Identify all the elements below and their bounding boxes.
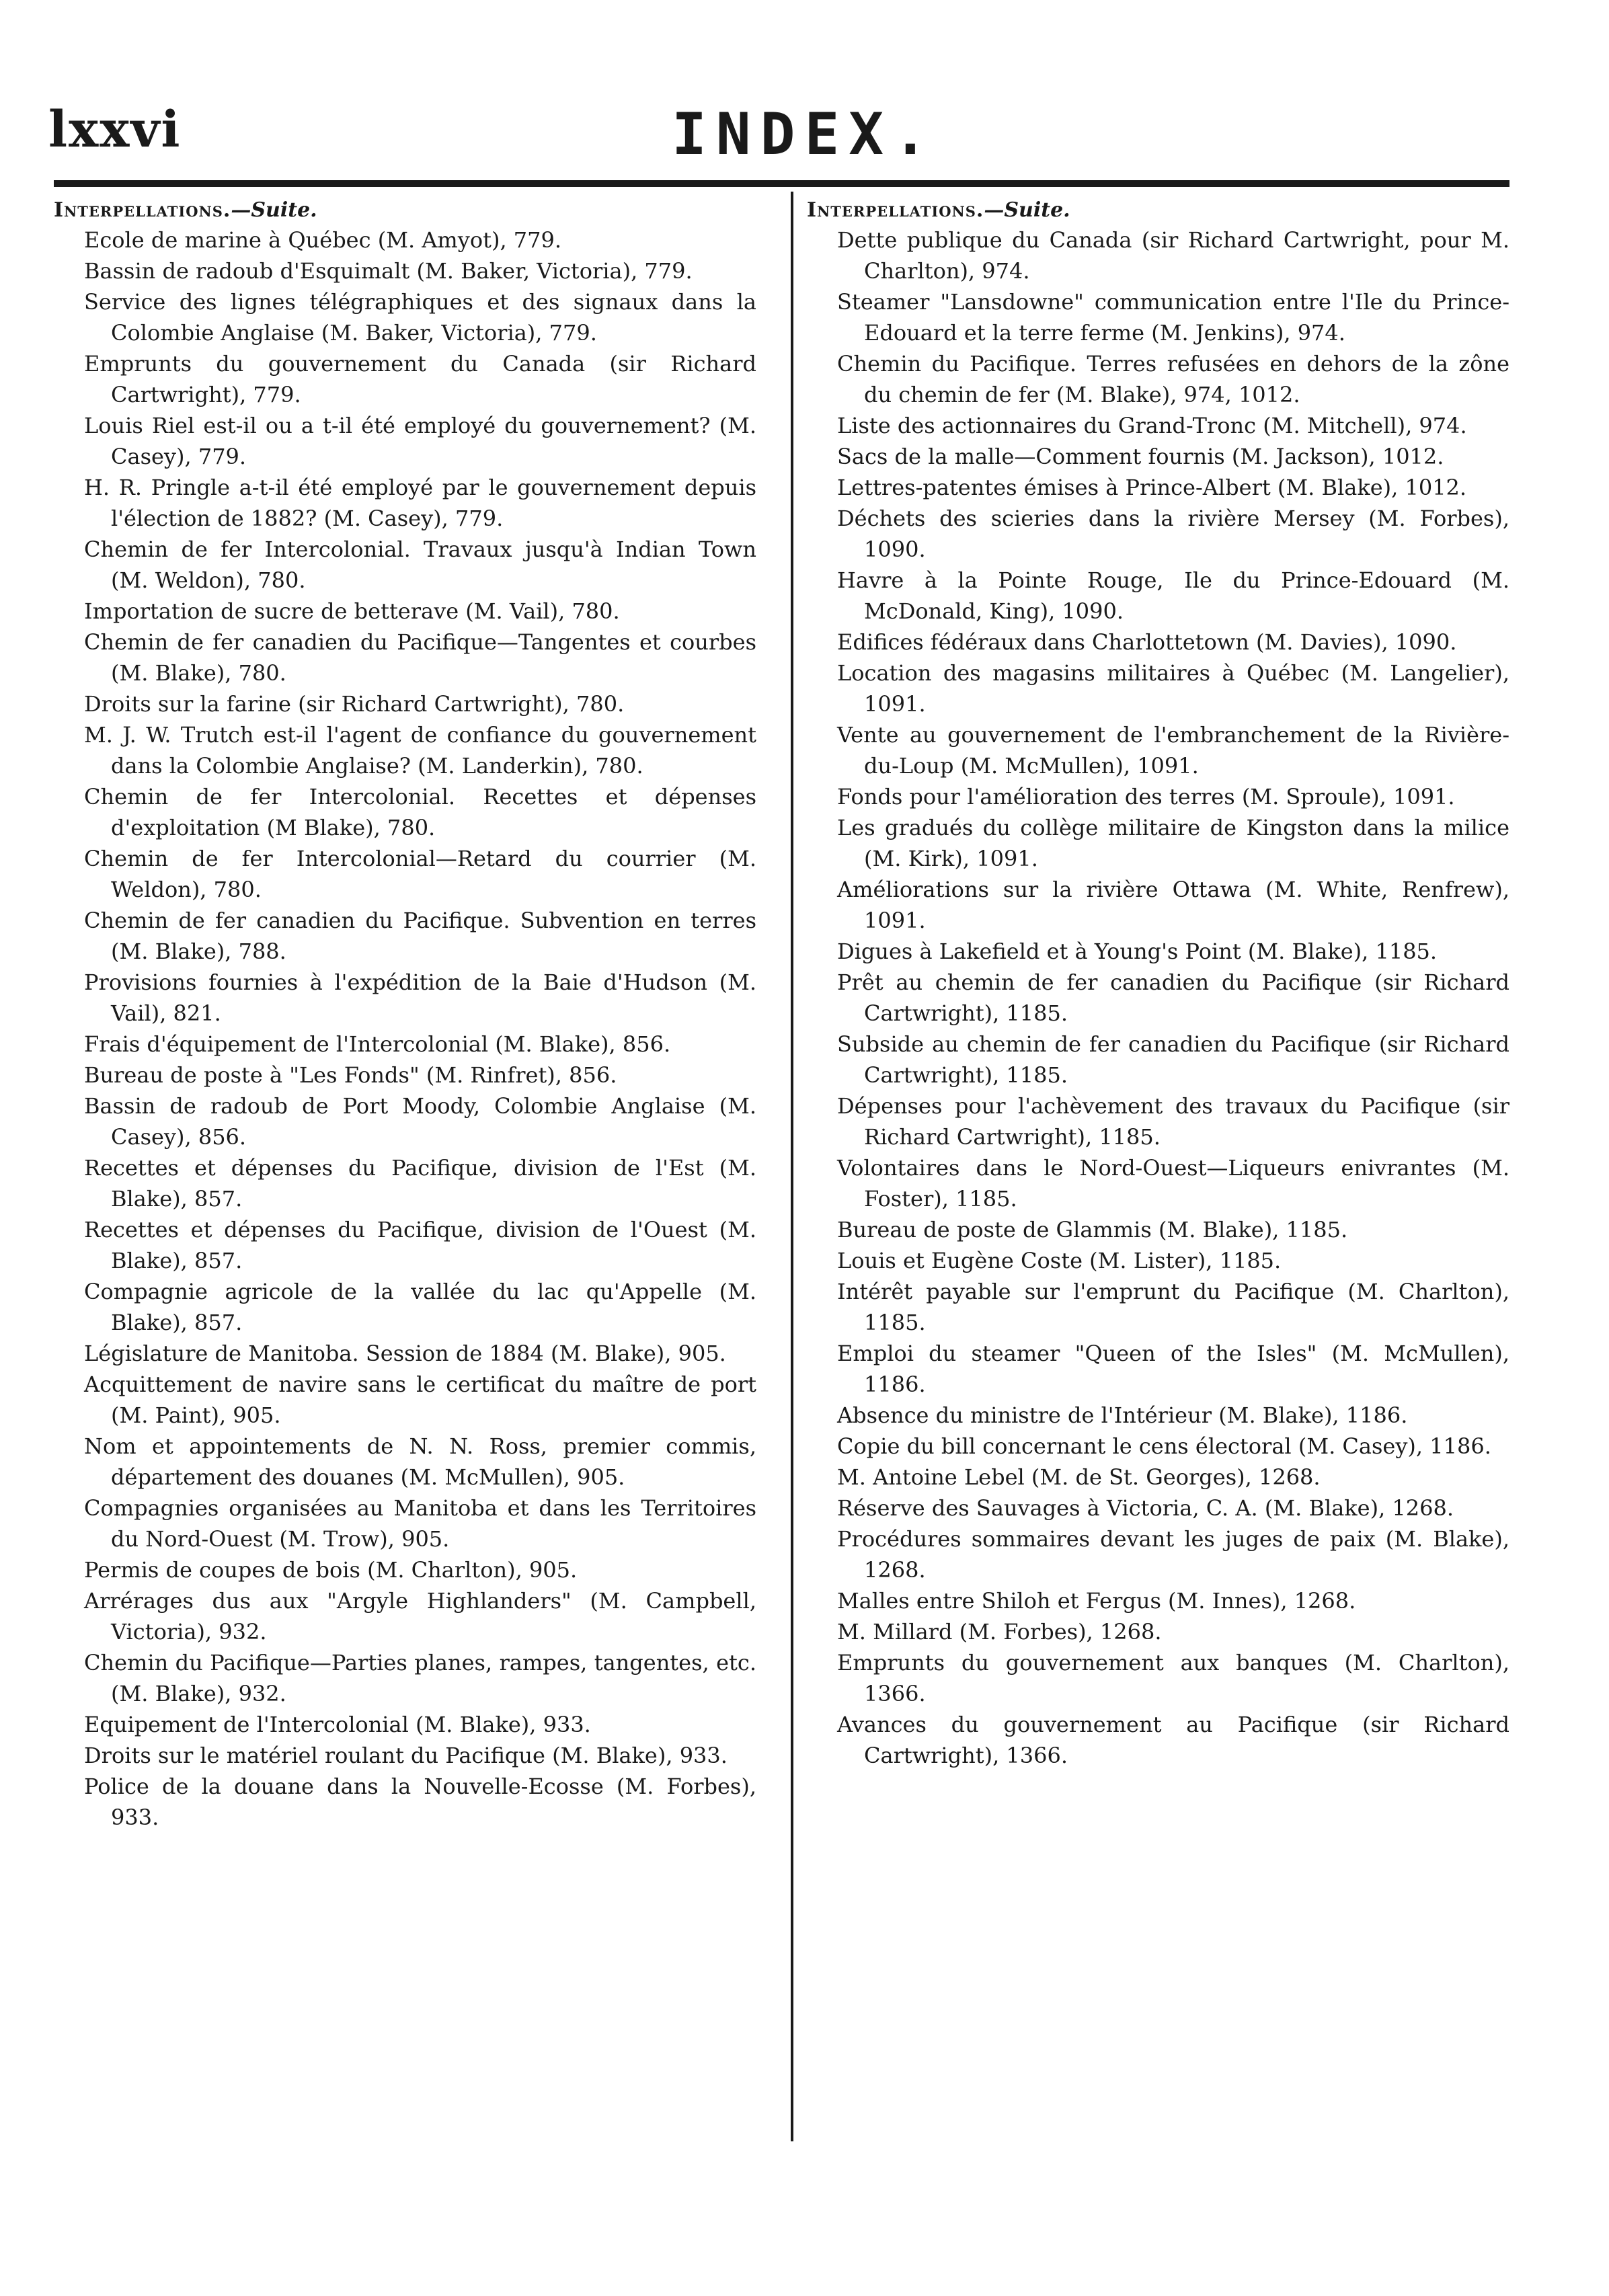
index-entry-text: Liste des actionnaires du Grand-Tronc (M. Mitchell), 974.: [837, 413, 1467, 438]
index-entry: [837, 1523, 1509, 1585]
index-entry: [837, 874, 1509, 936]
page-number: lxxvi: [48, 101, 182, 159]
index-entry-text: Réserve des Sauvages à Victoria, C. A. (M. Blake), 1268.: [837, 1495, 1454, 1521]
index-entry-text: Prêt au chemin de fer canadien du Pacifique (sir Richard Cartwright), 1185.: [837, 969, 1509, 1026]
left-heading-main: Interpellations.: [54, 198, 231, 222]
index-entry-text: Fonds pour l'amélioration des terres (M. Sproule), 1091.: [837, 784, 1455, 809]
index-entry-text: Chemin de fer Intercolonial. Recettes et dépenses d'exploitation (M Blake), 780.: [84, 784, 756, 840]
index-entry: [84, 781, 756, 843]
index-entry: [84, 1647, 756, 1709]
index-entry-text: Améliorations sur la rivière Ottawa (M. White, Renfrew), 1091.: [837, 877, 1509, 933]
index-entry: [84, 225, 756, 255]
index-entry-text: Provisions fournies à l'expédition de la Baie d'Hudson (M. Vail), 821.: [84, 969, 756, 1026]
index-entry-text: Lettres-patentes émises à Prince-Albert (M. Blake), 1012.: [837, 475, 1467, 500]
index-entry-text: Louis et Eugène Coste (M. Lister), 1185.: [837, 1248, 1282, 1273]
left-column: [54, 198, 756, 1833]
index-entry: [837, 781, 1509, 812]
index-entry-text: Location des magasins militaires à Québec (M. Langelier), 1091.: [837, 660, 1509, 717]
index-entry: [84, 905, 756, 967]
index-entry-text: Havre à la Pointe Rouge, Ile du Prince-Edouard (M. McDonald, King), 1090.: [837, 567, 1509, 624]
index-entry-text: Police de la douane dans la Nouvelle-Ecosse (M. Forbes), 933.: [84, 1774, 756, 1830]
index-entry: [837, 348, 1509, 410]
index-entry-text: Chemin du Pacifique. Terres refusées en dehors de la zône du chemin de fer (M. Blake), 974, 1012.: [837, 351, 1509, 407]
index-entry: [84, 1214, 756, 1276]
index-entry: [84, 627, 756, 688]
index-entry: [84, 1740, 756, 1771]
index-entry-text: Emploi du steamer "Queen of the Isles" (M. McMullen), 1186.: [837, 1341, 1509, 1397]
index-entry: [837, 936, 1509, 967]
index-entry-text: Compagnie agricole de la vallée du lac qu'Appelle (M. Blake), 857.: [84, 1279, 756, 1335]
index-entry-text: Emprunts du gouvernement aux banques (M. Charlton), 1366.: [837, 1650, 1509, 1706]
index-entry: [837, 225, 1509, 286]
right-column: [807, 198, 1509, 1771]
index-entry-text: Procédures sommaires devant les juges de paix (M. Blake), 1268.: [837, 1526, 1509, 1583]
index-entry-text: Chemin de fer canadien du Pacifique. Subvention en terres (M. Blake), 788.: [84, 908, 756, 964]
index-entry-text: Importation de sucre de betterave (M. Vail), 780.: [84, 598, 620, 624]
index-entry: [84, 1029, 756, 1060]
index-entry-text: Intérêt payable sur l'emprunt du Pacifique (M. Charlton), 1185.: [837, 1279, 1509, 1335]
index-entry: [837, 1616, 1509, 1647]
index-entry: [837, 658, 1509, 719]
index-entry: [837, 1245, 1509, 1276]
index-entry: [837, 1276, 1509, 1338]
page-title: INDEX.: [672, 101, 937, 168]
index-entry: [84, 286, 756, 348]
index-entry: [837, 441, 1509, 472]
index-entry: [837, 1709, 1509, 1771]
index-entry: [837, 1214, 1509, 1245]
index-entry: [837, 1462, 1509, 1493]
index-entry: [837, 1400, 1509, 1431]
index-entry: [84, 1091, 756, 1152]
index-entry: [84, 534, 756, 596]
index-entry: [837, 410, 1509, 441]
index-entry: [84, 1771, 756, 1833]
right-column-heading: [807, 198, 1509, 222]
left-entry-list: [54, 225, 756, 1833]
index-entry: [84, 1060, 756, 1091]
index-entry-text: Malles entre Shiloh et Fergus (M. Innes), 1268.: [837, 1588, 1356, 1614]
index-entry-text: Dette publique du Canada (sir Richard Cartwright, pour M. Charlton), 974.: [837, 227, 1509, 284]
index-entry: [84, 967, 756, 1029]
index-entry: [84, 1493, 756, 1554]
index-entry: [84, 1338, 756, 1369]
index-entry-text: Arrérages dus aux "Argyle Highlanders" (M. Campbell, Victoria), 932.: [84, 1588, 756, 1645]
right-heading-suite: —Suite.: [984, 198, 1070, 222]
index-entry-text: Copie du bill concernant le cens électoral (M. Casey), 1186.: [837, 1433, 1491, 1459]
index-entry-text: Avances du gouvernement au Pacifique (sir Richard Cartwright), 1366.: [837, 1712, 1509, 1768]
index-entry: [84, 1431, 756, 1493]
left-column-heading: [54, 198, 756, 222]
index-entry-text: Steamer "Lansdowne" communication entre l'Ile du Prince-Edouard et la terre ferme (M. Jenkins), 974.: [837, 289, 1509, 346]
index-entry-text: Bassin de radoub d'Esquimalt (M. Baker, Victoria), 779.: [84, 258, 693, 284]
index-entry: [84, 1276, 756, 1338]
index-entry-text: H. R. Pringle a-t-il été employé par le gouvernement depuis l'élection de 1882? (M. Casey), 779.: [84, 475, 756, 531]
index-entry-text: Edifices fédéraux dans Charlottetown (M. Davies), 1090.: [837, 629, 1457, 655]
left-heading-suite: —Suite.: [231, 198, 317, 222]
index-entry-text: Recettes et dépenses du Pacifique, division de l'Est (M. Blake), 857.: [84, 1155, 756, 1212]
index-entry: [837, 472, 1509, 503]
index-entry-text: Sacs de la malle—Comment fournis (M. Jackson), 1012.: [837, 444, 1444, 469]
index-entry: [84, 1709, 756, 1740]
index-entry-text: Subside au chemin de fer canadien du Pacifique (sir Richard Cartwright), 1185.: [837, 1031, 1509, 1088]
index-entry: [837, 1338, 1509, 1400]
right-entry-list: [807, 225, 1509, 1771]
index-entry: [837, 286, 1509, 348]
index-entry: [837, 719, 1509, 781]
index-entry-text: Digues à Lakefield et à Young's Point (M. Blake), 1185.: [837, 939, 1438, 964]
index-entry-text: Déchets des scieries dans la rivière Mersey (M. Forbes), 1090.: [837, 506, 1509, 562]
index-entry-text: Vente au gouvernement de l'embranchement de la Rivière-du-Loup (M. McMullen), 1091.: [837, 722, 1509, 779]
index-entry: [837, 1152, 1509, 1214]
index-entry-text: Droits sur le matériel roulant du Pacifique (M. Blake), 933.: [84, 1743, 728, 1768]
index-entry-text: M. J. W. Trutch est-il l'agent de confiance du gouvernement dans la Colombie Anglaise? (M. Landerkin), 780.: [84, 722, 756, 779]
index-entry: [837, 1493, 1509, 1523]
index-entry: [84, 1585, 756, 1647]
index-entry-text: Frais d'équipement de l'Intercolonial (M. Blake), 856.: [84, 1031, 671, 1057]
index-entry: [837, 812, 1509, 874]
index-entry-text: Bassin de radoub de Port Moody, Colombie Anglaise (M. Casey), 856.: [84, 1093, 756, 1150]
index-entry-text: Compagnies organisées au Manitoba et dans les Territoires du Nord-Ouest (M. Trow), 905.: [84, 1495, 756, 1552]
index-entry-text: Equipement de l'Intercolonial (M. Blake), 933.: [84, 1712, 591, 1737]
index-entry: [84, 1152, 756, 1214]
index-entry-text: Service des lignes télégraphiques et des signaux dans la Colombie Anglaise (M. Baker, Victoria), 779.: [84, 289, 756, 346]
index-entry: [84, 255, 756, 286]
index-entry: [837, 1647, 1509, 1709]
right-heading-main: Interpellations.: [807, 198, 984, 222]
index-entry-text: M. Millard (M. Forbes), 1268.: [837, 1619, 1162, 1645]
index-entry-text: M. Antoine Lebel (M. de St. Georges), 1268.: [837, 1464, 1321, 1490]
index-entry-text: Chemin de fer Intercolonial. Travaux jusqu'à Indian Town (M. Weldon), 780.: [84, 537, 756, 593]
index-entry: [837, 1091, 1509, 1152]
index-entry: [84, 719, 756, 781]
index-entry: [837, 503, 1509, 565]
index-entry: [84, 688, 756, 719]
index-entry: [84, 472, 756, 534]
index-entry: [837, 967, 1509, 1029]
index-entry: [837, 1585, 1509, 1616]
index-entry-text: Absence du ministre de l'Intérieur (M. Blake), 1186.: [837, 1402, 1408, 1428]
index-entry: [837, 565, 1509, 627]
index-entry-text: Législature de Manitoba. Session de 1884 (M. Blake), 905.: [84, 1341, 726, 1366]
index-entry-text: Louis Riel est-il ou a t-il été employé du gouvernement? (M. Casey), 779.: [84, 413, 756, 469]
index-entry-text: Volontaires dans le Nord-Ouest—Liqueurs enivrantes (M. Foster), 1185.: [837, 1155, 1509, 1212]
index-entry: [837, 1431, 1509, 1462]
header-rule: [54, 180, 1509, 187]
index-entry-text: Permis de coupes de bois (M. Charlton), 905.: [84, 1557, 578, 1583]
index-entry-text: Dépenses pour l'achèvement des travaux du Pacifique (sir Richard Cartwright), 1185.: [837, 1093, 1509, 1150]
index-entry: [837, 627, 1509, 658]
index-entry: [84, 410, 756, 472]
index-entry: [84, 596, 756, 627]
index-entry-text: Acquittement de navire sans le certificat du maître de port (M. Paint), 905.: [84, 1372, 756, 1428]
index-entry-text: Chemin de fer Intercolonial—Retard du courrier (M. Weldon), 780.: [84, 846, 756, 902]
index-entry-text: Les gradués du collège militaire de Kingston dans la milice (M. Kirk), 1091.: [837, 815, 1509, 871]
index-entry: [84, 348, 756, 410]
index-entry-text: Bureau de poste de Glammis (M. Blake), 1185.: [837, 1217, 1348, 1242]
index-entry: [84, 1554, 756, 1585]
index-entry: [84, 1369, 756, 1431]
index-entry-text: Recettes et dépenses du Pacifique, division de l'Ouest (M. Blake), 857.: [84, 1217, 756, 1273]
index-entry: [837, 1029, 1509, 1091]
index-entry-text: Droits sur la farine (sir Richard Cartwright), 780.: [84, 691, 625, 717]
index-entry-text: Ecole de marine à Québec (M. Amyot), 779.: [84, 227, 562, 253]
index-entry: [84, 843, 756, 905]
index-entry-text: Nom et appointements de N. N. Ross, premier commis, département des douanes (M. McMullen), 905.: [84, 1433, 756, 1490]
index-entry-text: Chemin de fer canadien du Pacifique—Tangentes et courbes (M. Blake), 780.: [84, 629, 756, 686]
index-entry-text: Chemin du Pacifique—Parties planes, rampes, tangentes, etc. (M. Blake), 932.: [84, 1650, 756, 1706]
column-divider: [791, 192, 793, 2141]
index-entry-text: Bureau de poste à "Les Fonds" (M. Rinfret), 856.: [84, 1062, 617, 1088]
index-entry-text: Emprunts du gouvernement du Canada (sir Richard Cartwright), 779.: [84, 351, 756, 407]
